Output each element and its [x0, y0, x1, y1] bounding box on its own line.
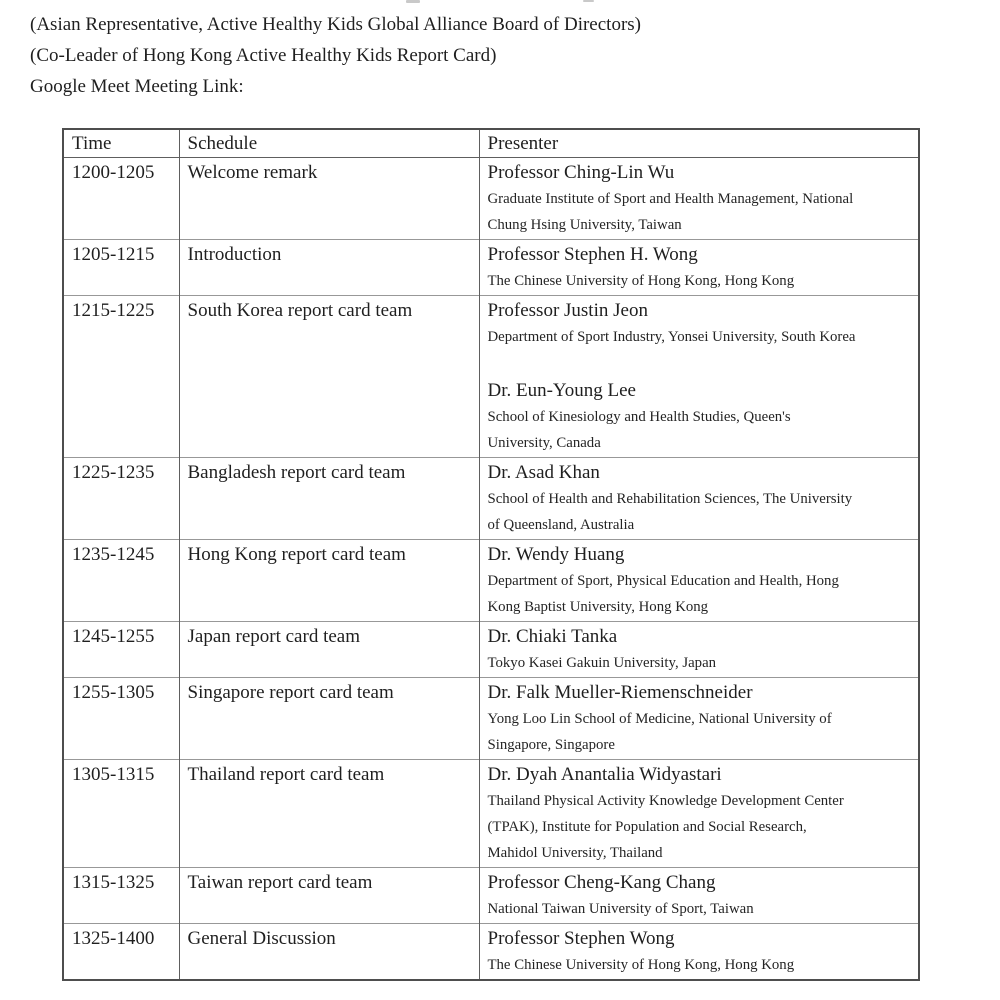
column-header-time: [63, 129, 179, 158]
presenter-affiliation-line: School of Health and Rehabilitation Sciences, The University: [487, 491, 853, 507]
presenter-affiliation-line: Mahidol University, Thailand: [487, 845, 663, 861]
presenter-affiliation-line: University, Canada: [487, 435, 601, 451]
presenter-block: [488, 541, 913, 620]
presenter-block: [488, 377, 913, 456]
intro-block: [30, 9, 641, 102]
presenter-name: Dr. Eun-Young Lee: [487, 380, 636, 401]
presenter-name: Dr. Dyah Anantalia Widyastari: [487, 764, 722, 785]
schedule-cell: [179, 458, 479, 540]
presenter-affiliation-line: National Taiwan University of Sport, Taiwan: [487, 901, 754, 917]
table-row: [63, 622, 919, 678]
presenter-cell: [479, 868, 919, 924]
presenter-cell: [479, 760, 919, 868]
clipped-text-artifact: [583, 0, 594, 2]
time-value: 1255-1305: [72, 682, 155, 703]
clipped-text-artifact: [406, 0, 420, 3]
table-row: [63, 240, 919, 296]
presenter-block: [488, 869, 913, 922]
table-row: [63, 760, 919, 868]
time-cell: [63, 540, 179, 622]
presenter-name: Dr. Wendy Huang: [487, 544, 625, 565]
schedule-value: Japan report card team: [187, 626, 360, 647]
schedule-cell: [179, 678, 479, 760]
schedule-value: Thailand report card team: [187, 764, 385, 785]
time-cell: [63, 760, 179, 868]
intro-line-meeting-link-label: Google Meet Meeting Link:: [30, 76, 244, 97]
column-header-time-label: Time: [72, 133, 112, 154]
presenter-name: Dr. Chiaki Tanka: [487, 626, 618, 647]
presenter-cell: [479, 158, 919, 240]
presenter-cell: [479, 458, 919, 540]
presenter-affiliation-line: Graduate Institute of Sport and Health Management, National: [487, 191, 854, 207]
intro-line-coleader-role: (Co-Leader of Hong Kong Active Healthy Kids Report Card): [30, 45, 497, 66]
presenter-block: [488, 761, 913, 866]
time-value: 1215-1225: [72, 300, 155, 321]
schedule-value: South Korea report card team: [187, 300, 413, 321]
schedule-cell: [179, 868, 479, 924]
table-row: [63, 678, 919, 760]
column-header-presenter: [479, 129, 919, 158]
presenter-cell: [479, 240, 919, 296]
presenter-affiliation-line: School of Kinesiology and Health Studies, Queen's: [487, 409, 791, 425]
time-cell: [63, 868, 179, 924]
time-cell: [63, 296, 179, 458]
presenter-block: [488, 925, 913, 978]
presenter-name: Dr. Falk Mueller-Riemenschneider: [487, 682, 753, 703]
time-value: 1315-1325: [72, 872, 155, 893]
schedule-value: Introduction: [187, 244, 282, 265]
table-row: [63, 868, 919, 924]
presenter-affiliation-line: Department of Sport Industry, Yonsei University, South Korea: [487, 329, 856, 345]
presenter-affiliation-line: Singapore, Singapore: [487, 737, 615, 753]
table-row: [63, 296, 919, 458]
presenter-cell: [479, 678, 919, 760]
schedule-value: Singapore report card team: [187, 682, 394, 703]
presenter-name: Dr. Asad Khan: [487, 462, 600, 483]
schedule-cell: [179, 622, 479, 678]
time-cell: [63, 458, 179, 540]
presenter-cell: [479, 296, 919, 458]
table-row: [63, 540, 919, 622]
schedule-cell: [179, 296, 479, 458]
presenter-cell: [479, 924, 919, 981]
schedule-table-body: [63, 158, 919, 981]
presenter-cell: [479, 540, 919, 622]
time-cell: [63, 240, 179, 296]
column-header-presenter-label: Presenter: [487, 133, 559, 154]
time-value: 1200-1205: [72, 162, 155, 183]
presenter-name: Professor Justin Jeon: [487, 300, 648, 321]
time-cell: [63, 622, 179, 678]
presenter-block: [488, 241, 913, 294]
presenter-name: Professor Stephen H. Wong: [487, 244, 698, 265]
schedule-value: Hong Kong report card team: [187, 544, 406, 565]
schedule-table: [62, 128, 920, 981]
time-value: 1205-1215: [72, 244, 155, 265]
intro-line-board-role: (Asian Representative, Active Healthy Kids Global Alliance Board of Directors): [30, 14, 641, 35]
time-cell: [63, 678, 179, 760]
time-value: 1325-1400: [72, 928, 155, 949]
presenter-affiliation-line: of Queensland, Australia: [487, 517, 635, 533]
column-header-schedule: [179, 129, 479, 158]
presenter-affiliation-line: The Chinese University of Hong Kong, Hong Kong: [487, 273, 795, 289]
presenter-block: [488, 459, 913, 538]
schedule-cell: [179, 240, 479, 296]
table-row: [63, 458, 919, 540]
time-cell: [63, 158, 179, 240]
presenter-name: Professor Ching-Lin Wu: [487, 162, 675, 183]
presenter-affiliation-line: Yong Loo Lin School of Medicine, National University of: [487, 711, 832, 727]
table-row: [63, 158, 919, 240]
presenter-affiliation-line: Thailand Physical Activity Knowledge Development Center: [487, 793, 844, 809]
presenter-affiliation-line: Kong Baptist University, Hong Kong: [487, 599, 709, 615]
schedule-cell: [179, 540, 479, 622]
table-row: [63, 924, 919, 981]
header-row: [63, 129, 919, 158]
presenter-affiliation-line: Tokyo Kasei Gakuin University, Japan: [487, 655, 717, 671]
time-value: 1305-1315: [72, 764, 155, 785]
presenter-affiliation-line: Department of Sport, Physical Education and Health, Hong: [487, 573, 839, 589]
time-value: 1225-1235: [72, 462, 155, 483]
schedule-cell: [179, 760, 479, 868]
presenter-affiliation-line: The Chinese University of Hong Kong, Hong Kong: [487, 957, 795, 973]
time-value: 1235-1245: [72, 544, 155, 565]
schedule-cell: [179, 158, 479, 240]
schedule-value: Welcome remark: [187, 162, 318, 183]
schedule-table-header: [63, 129, 919, 158]
presenter-name: Professor Cheng-Kang Chang: [487, 872, 716, 893]
presenter-cell: [479, 622, 919, 678]
presenter-block: [488, 623, 913, 676]
time-cell: [63, 924, 179, 981]
schedule-cell: [179, 924, 479, 981]
presenter-block: [488, 679, 913, 758]
presenter-block: [488, 159, 913, 238]
schedule-value: Bangladesh report card team: [187, 462, 406, 483]
time-value: 1245-1255: [72, 626, 155, 647]
schedule-value: General Discussion: [187, 928, 336, 949]
schedule-value: Taiwan report card team: [187, 872, 373, 893]
presenter-affiliation-line: (TPAK), Institute for Population and Social Research,: [487, 819, 807, 835]
column-header-schedule-label: Schedule: [187, 133, 258, 154]
presenter-affiliation-line: Chung Hsing University, Taiwan: [487, 217, 682, 233]
presenter-name: Professor Stephen Wong: [487, 928, 675, 949]
presenter-block: [488, 297, 913, 350]
